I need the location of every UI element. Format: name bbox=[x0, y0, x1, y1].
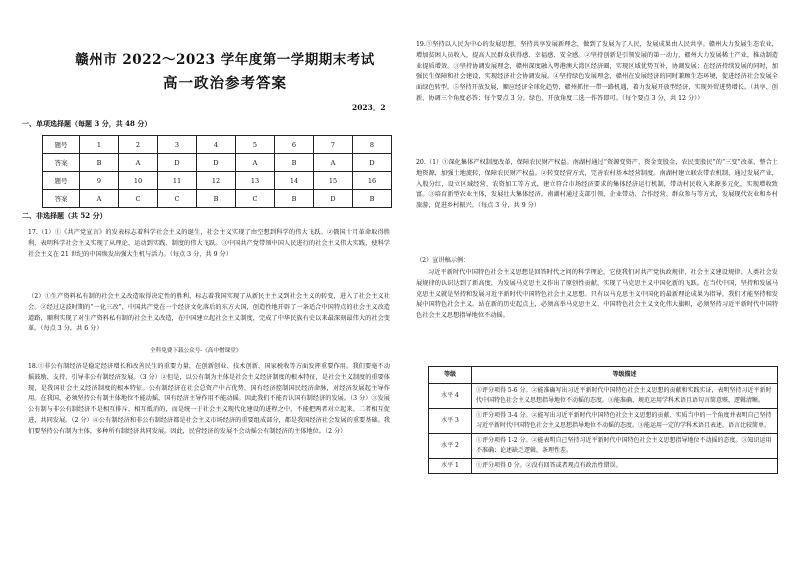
section2-heading: 二、非选择题（共 52 分） bbox=[22, 211, 107, 220]
table-cell: A bbox=[119, 154, 158, 172]
table-cell: 4 bbox=[197, 136, 236, 154]
table-row bbox=[429, 434, 778, 459]
table-row bbox=[429, 384, 778, 409]
answer-18: 18.①非公有制经济是稳定经济增长和改善民生的重要力量，在创新创业、技术创新、国家税收等方面发挥重要作用。我们要毫不动摇鼓励、支持、引导非公有制经济发展。（3 分）②但是，以公有制为主体是社会主义经济制度的根本特征，是社会主义制度的重要体现，是我国社会主义经济制度的根本特征。公有制经济在社会总资产中占优势，国有经济控制国民经济命脉，对经济发展起主导作用。在我国，必须坚持公有制主体地位不能动摇，国有经济主导作用不能动摇。因此我们不能否认国有制经济的发展。（3 分）③发展公有制与非公有制经济不是相互排斥、相互抵消的，而是统一于社会主义现代化建设的进程之中，不能把两者对立起来。二者相互促进，共同发展。（2 分）④公有制经济和非公有制经济都是社会主义市场经济的重要组成部分，都是我国经济社会发展的重要基础。我们要坚持公有制为主体，多种所有制经济共同发展。因此，民营经济的发展不会动摇公有制经济的主体地位。（2 分） bbox=[28, 363, 390, 435]
table-cell: D bbox=[314, 190, 353, 208]
table-cell: 9 bbox=[80, 172, 119, 190]
table-header: 等级 bbox=[429, 367, 472, 384]
exam-title: 赣州市 2022～2023 学年度第一学期期末考试 bbox=[75, 52, 375, 68]
table-cell: 13 bbox=[236, 172, 275, 190]
table-cell: A bbox=[314, 154, 353, 172]
answer-17-part1: 17.（1）①《共产党宣言》的发表标志着科学社会主义的诞生，社会主义实现了由空想到科学的伟大飞跃。②俄国十月革命取得胜利，表明科学社会主义实现了从理论、运动到实践、制度的伟大飞跃。③中国共产党带领中国人民进行的社会主义伟大实践，使科学社会主义在 21 世纪的中国焕发出强大生机与活力。（每点 3 分，共 9 分） bbox=[28, 229, 390, 258]
table-cell: 水平 4 bbox=[429, 384, 472, 409]
answer-17-part2: （2）①生产资料私有制的社会主义改造取得决定性的胜利，标志着我国实现了从新民主主义到社会主义的转变，进入了社会主义社会。②经过这波时期的“一化三改”，中国共产党在一个经济文化落后的东方大国，创造性地开辟了一条适合中国特点的社会主义改造道路，顺利实现了对生产资料私有制的社会主义改造，在中国建立起社会主义制度，完成了中华民族有史以来最深刻最伟大的社会变革。（每点 3 分，共 6 分） bbox=[28, 293, 390, 333]
table-row bbox=[429, 409, 778, 434]
table-cell: C bbox=[119, 190, 158, 208]
table-cell: 5 bbox=[236, 136, 275, 154]
mc-answer-table bbox=[42, 135, 392, 208]
table-cell: C bbox=[158, 190, 197, 208]
table-cell: B bbox=[275, 190, 314, 208]
exam-date: 2023．2 bbox=[352, 103, 386, 112]
table-row bbox=[429, 367, 778, 384]
table-cell: 8 bbox=[353, 136, 392, 154]
table-cell: 答案 bbox=[43, 190, 80, 208]
table-cell: 水平 1 bbox=[429, 459, 472, 474]
table-cell: A bbox=[236, 154, 275, 172]
table-cell: 12 bbox=[197, 172, 236, 190]
table-cell: A bbox=[80, 190, 119, 208]
answer-20-part1: 20.（1）①深化集体产权制度改革，保障农民财产权益。南湖村通过“资源变资产、资金变股金，农民变股民”的“三变”改革，整合土地资源，加强土地流转，保障农民财产权益。②转变经营方式，完善农村基本经营制度。南湖村建立联农带农机制，通过发展产业，入股分红，设立区域经营、农资加工等方式，建立符合市场经济要求的集体经济运行机制，带动村民收入来源多元化，实现增收致富。③培育新型农业主体，发展壮大集体经济。南湖村通过支部引领、企业带动、合作经营、群众参与等方式，发展现代农业和乡村旅游，促进乡村振兴。（每点 3 分，共 9 分） bbox=[416, 159, 778, 210]
table-cell: D bbox=[197, 154, 236, 172]
table-row bbox=[43, 136, 392, 154]
table-cell: 水平 2 bbox=[429, 434, 472, 459]
table-cell: ①评分项得 0 分。②没有回答或者观点有政治性错误。 bbox=[472, 459, 778, 474]
table-cell: 10 bbox=[119, 172, 158, 190]
table-row bbox=[429, 459, 778, 474]
table-cell: 题号 bbox=[43, 172, 80, 190]
table-cell: 11 bbox=[158, 172, 197, 190]
table-row bbox=[43, 172, 392, 190]
table-cell: B bbox=[197, 190, 236, 208]
table-cell: 答案 bbox=[43, 154, 80, 172]
table-cell: 7 bbox=[314, 136, 353, 154]
section1-heading: 一、单项选择题（每题 3 分，共 48 分） bbox=[22, 119, 152, 128]
table-cell: B bbox=[275, 154, 314, 172]
table-cell: 15 bbox=[314, 172, 353, 190]
table-cell: 6 bbox=[275, 136, 314, 154]
table-cell: D bbox=[158, 154, 197, 172]
table-cell: ①评分项得 5-6 分。②能准确写出习近平新时代中国特色社会主义思想的贡献和实践实证，表明坚持习近平新时代中国特色社会主义思想指导地位不动摇的态度。③能准确、规范运用学科术语且语句言简意赅，逻辑清晰。 bbox=[472, 384, 778, 409]
table-cell: 题号 bbox=[43, 136, 80, 154]
exam-subtitle: 高一政治参考答案 bbox=[163, 75, 287, 92]
table-cell: 16 bbox=[353, 172, 392, 190]
table-cell: ①评分项得 1-2 分。②能表明自己坚持习近平新时代中国特色社会主义思想指导地位不动摇的态度。③知识运用不准确；论述缺乏逻辑，条理性差。 bbox=[472, 434, 778, 459]
table-cell: C bbox=[236, 190, 275, 208]
answer-19: 19.①坚持以人民为中心的发展思想，坚持共享发展新理念，做到了发展为了人民，发展成果由人民共享。赣州大力发展生态农业，增加贫困人员收入，提高人民群众获得感、幸福感、安全感。②坚持创新是引领发展的第一动力，赣州大力发展稀土产业，推动制造业提质增效。③坚持协调发展理念，赣州深度融入粤港澳大湾区经济圈，实现区域优势互补，协调发展；在经济持续发展的同时，加强民生保障和社会建设，实现经济社会协调发展。④坚持绿色发展理念，赣州在发展经济的同时兼顾生态环境，促进经济社会发展全面绿色转型。⑤坚持开放发展，顺应经济全球化趋势，赣州抓住一带一路机遇，着力发展开放型经济，实现外贸进势增长。（共享、创新、协调三个角度必答；每个要点 3 分，绿色、开放角度二选一作答即可。（每个要点 3 分，共 12 分）） bbox=[416, 41, 778, 102]
table-cell: 1 bbox=[80, 136, 119, 154]
table-row bbox=[43, 154, 392, 172]
table-cell: D bbox=[353, 154, 392, 172]
table-cell: ①评分项得 3-4 分。②能写出习近平新时代中国特色社会主义思想的贡献、实质当中的一个角度并表明自己坚持习近平新时代中国特色社会主义思想指导地位不动摇的态度。③能运用一定的学科术语且表述，语言比较简单。 bbox=[472, 409, 778, 434]
grading-rubric-table bbox=[428, 366, 778, 474]
table-cell: 14 bbox=[275, 172, 314, 190]
watermark-note: 全科免费下载公众号-《高中僧课堂》 bbox=[150, 348, 242, 354]
table-cell: 3 bbox=[158, 136, 197, 154]
answer-20-speech: 习近平新时代中国特色社会主义思想是回答时代之问的科学理论，它使我们对共产党执政规律、社会主义建设规律、人类社会发展规律的认识达到了新高度，为发展马克思主义作出了原创性贡献，实现了马克思主义中国化新的飞跃。在当代中国，坚持和发展马克思主义就是坚持和发展习近平新时代中国特色社会主义思想。只有以马克思主义中国化的最新理论成果为指导，我们才能坚持和发展中国特色社会主义。站在新的历史起点上，必须高举马克思主义、中国特色社会主义文化伟大旗帜，必须坚持习近平新时代中国特色社会主义思想指导地位不动摇。 bbox=[416, 269, 778, 320]
table-cell: B bbox=[80, 154, 119, 172]
table-cell: 水平 3 bbox=[429, 409, 472, 434]
table-header: 等级描述 bbox=[472, 367, 778, 384]
table-cell: B bbox=[353, 190, 392, 208]
answer-20-part2-label: （2）宣讲稿示例： bbox=[416, 257, 470, 264]
table-cell: 2 bbox=[119, 136, 158, 154]
table-row bbox=[43, 190, 392, 208]
